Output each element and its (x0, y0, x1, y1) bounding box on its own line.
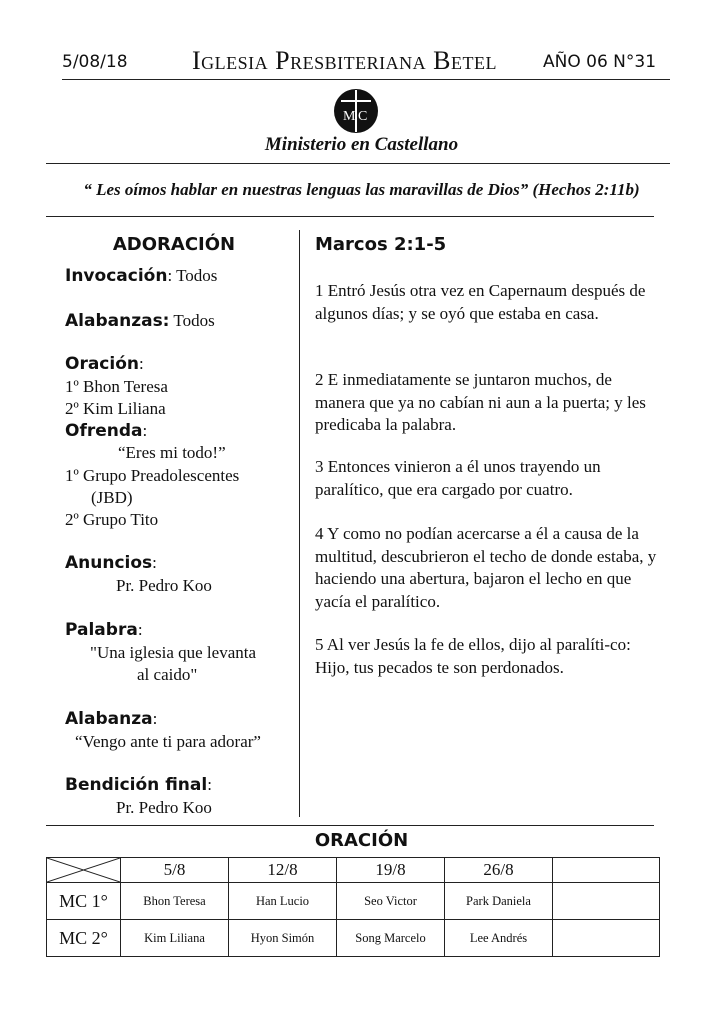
bendicion-label: Bendición final (65, 775, 208, 795)
quote-rule (46, 216, 654, 217)
alabanzas-label: Alabanzas: (65, 311, 170, 331)
name-cell: Seo Victor (337, 883, 445, 920)
table-header-row (47, 858, 660, 883)
sermon-title-1: "Una iglesia que levanta (90, 643, 257, 662)
invocacion-label: Invocación (65, 266, 168, 286)
oracion-first: 1º Bhon Teresa (65, 377, 168, 396)
invocacion-value: : Todos (167, 266, 218, 285)
oracion-line (65, 354, 144, 374)
ministry-rule (46, 163, 670, 164)
adoracion-heading: ADORACIÓN (112, 234, 236, 255)
anuncios-value: Pr. Pedro Koo (116, 576, 212, 595)
ofrenda-song: “Eres mi todo!” (118, 443, 226, 462)
name-cell (553, 920, 660, 957)
bendicion-colon: : (207, 775, 212, 794)
name-cell: Lee Andrés (445, 920, 553, 957)
verse-2: 2 E inmediatamente se juntaron muchos, de manera que ya no cabían ni aun a la puerta; y les predicaba la palabra. (315, 370, 646, 434)
header-rule (62, 79, 670, 80)
svg-text:M: M (343, 109, 356, 124)
date-cell: 5/8 (121, 858, 229, 883)
name-cell (553, 883, 660, 920)
ofrenda-first: 1º Grupo Preadolescentes (65, 466, 240, 485)
name-cell: Hyon Simón (229, 920, 337, 957)
corner-cell (47, 858, 121, 883)
ofrenda-label: Ofrenda (65, 421, 143, 441)
date-cell: 26/8 (445, 858, 553, 883)
issue-number: AÑO 06 N°31 (543, 52, 657, 72)
ministry-name: Ministerio en Castellano (264, 134, 459, 155)
palabra-colon: : (137, 620, 143, 639)
row-label: MC 1° (47, 883, 121, 920)
name-cell: Kim Liliana (121, 920, 229, 957)
palabra-line (65, 620, 143, 640)
diagonal-cross-icon (47, 858, 120, 882)
column-divider (299, 230, 300, 817)
palabra-label: Palabra (65, 620, 138, 640)
ofrenda-colon: : (142, 421, 148, 440)
name-cell: Han Lucio (229, 883, 337, 920)
row-label: MC 2° (47, 920, 121, 957)
bulletin-date: 5/08/18 (62, 52, 128, 72)
alabanza-label: Alabanza (65, 709, 153, 729)
table-top-rule (46, 825, 654, 826)
svg-text:C: C (358, 109, 368, 124)
verse-1: 1 Entró Jesús otra vez en Capernaum después de algunos días; y se oyó que estaba en casa. (315, 281, 646, 323)
alabanza-colon: : (152, 709, 158, 728)
name-cell: Bhon Teresa (121, 883, 229, 920)
bendicion-value: Pr. Pedro Koo (116, 798, 212, 817)
church-name: Iglesia Presbiteriana Betel (192, 46, 497, 75)
name-cell: Park Daniela (445, 883, 553, 920)
table-row (47, 920, 660, 957)
date-cell: 19/8 (337, 858, 445, 883)
ministry-logo-icon (333, 88, 379, 134)
name-cell: Song Marcelo (337, 920, 445, 957)
anuncios-label: Anuncios (65, 553, 153, 573)
verse-5: 5 Al ver Jesús la fe de ellos, dijo al paralíti-co: Hijo, tus pecados te son perdonados. (315, 635, 631, 677)
ofrenda-line (65, 421, 147, 441)
ofrenda-first-cont: (JBD) (91, 488, 133, 507)
anuncios-line (65, 553, 157, 573)
verse-3: 3 Entonces vinieron a él unos trayendo un paralítico, que era cargado por cuatro. (315, 457, 601, 499)
prayer-schedule-table (46, 857, 660, 957)
invocacion-line (65, 266, 217, 286)
oracion-colon: : (139, 354, 144, 373)
sermon-title-2: al caido" (137, 665, 198, 684)
alabanzas-line (65, 311, 215, 331)
oracion-label: Oración (65, 354, 139, 374)
reading-title: Marcos 2:1-5 (315, 234, 447, 255)
alabanza-line (65, 709, 157, 729)
oracion-second: 2º Kim Liliana (65, 399, 166, 418)
theme-verse: “ Les oímos hablar en nuestras lenguas las maravillas de Dios” (Hechos 2:11b) (83, 180, 640, 199)
verse-4: 4 Y como no podían acercarse a él a causa de la multitud, descubrieron el techo de donde estaba, y haciendo una abertura, bajaron el lecho en que yacía el paralítico. (315, 524, 657, 611)
date-cell: 12/8 (229, 858, 337, 883)
anuncios-colon: : (152, 553, 157, 572)
alabanza-value: “Vengo ante ti para adorar” (75, 732, 261, 751)
bendicion-line (65, 775, 212, 795)
date-cell (553, 858, 660, 883)
oracion-table-heading: ORACIÓN (314, 830, 409, 851)
ofrenda-second: 2º Grupo Tito (65, 510, 159, 529)
alabanzas-value: Todos (169, 311, 215, 330)
table-row (47, 883, 660, 920)
